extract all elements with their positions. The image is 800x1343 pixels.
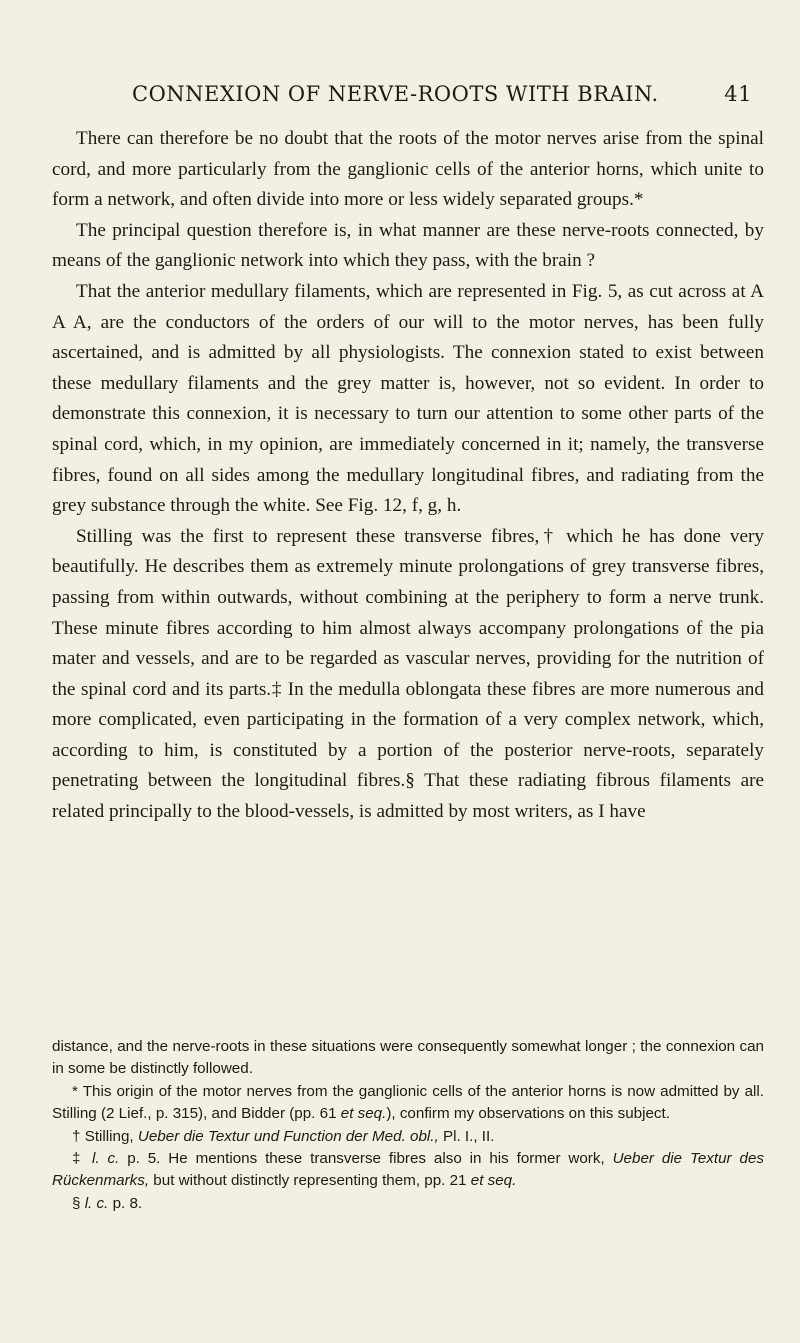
footnotes — [52, 1036, 764, 1215]
footnote-section-mark: § — [72, 1194, 81, 1212]
page-number: 41 — [724, 82, 752, 106]
footnote-ddagger-mark: ‡ — [72, 1150, 85, 1168]
footnote-ddagger-text: p. 5. He mentions these transverse fibres also in his former work, — [127, 1150, 605, 1168]
paragraph-motor-nerves-origin: There can therefore be no doubt that the roots of the motor nerves arise from the spinal cord, and more particularly from the ganglionic cells of the anterior horns, which unite to form a network, and often divide into more or less widely separated groups.* — [52, 128, 764, 211]
footnote-ddagger-etseq: et seq. — [470, 1172, 517, 1190]
footnote-section — [52, 1193, 764, 1215]
paragraph-medullary-filaments: That the anterior medullary filaments, which are represented in Fig. 5, as cut across at A A A, are the conductors of the orders of our will to the motor nerves, has been fully ascertained, and is admitted by all physiologists. The connexion stated to exist between these medullary filaments and the grey matter is, however, not so evident. In order to demonstrate this connexion, it is necessary to turn our attention to some other parts of the spinal cord, which, in my opinion, are immediately concerned in it; namely, the transverse fibres, found on all sides among the medullary longitudinal fibres, and radiating from the grey substance through the white. See Fig. 12, f, g, h. — [52, 280, 764, 517]
footnote-dagger-rest: Pl. I., II. — [442, 1127, 495, 1145]
footnote-star-italic: et seq. — [340, 1105, 387, 1123]
running-title: CONNEXION OF NERVE-ROOTS WITH BRAIN. — [132, 82, 659, 106]
footnote-star-text: This origin of the motor nerves from the ganglionic cells of the anterior horns is now admitted by all. Stilling (2 Lief., p. 315), and Bidder (pp. 61 — [52, 1082, 764, 1123]
footnote-ddagger-lc: l. c. — [92, 1150, 120, 1168]
footnote-ddagger-title: Ueber die Textur des Rückenmarks, — [52, 1150, 764, 1190]
footnote-dagger-author: Stilling, — [84, 1127, 134, 1145]
paragraph-stilling-transverse-fibres: Stilling was the first to represent these transverse fibres,† which he has done very beautifully. He describes them as extremely minute prolongations of grey transverse fibres, passing from within outwards, without combining at the periphery to form a nerve trunk. These minute fibres according to him almost always accompany prolongations of the pia mater and vessels, and are to be regarded as vascular nerves, providing for the nutrition of the spinal cord and its parts.‡ In the medulla oblongata these fibres are more numerous and more complicated, even participating in the formation of a very complex network, which, according to him, is constituted by a portion of the posterior nerve-roots, separately penetrating between the longitudinal fibres.§ That these radiating fibrous filaments are related principally to the blood-vessels, is admitted by most writers, as I have — [52, 525, 764, 823]
footnote-star — [52, 1081, 764, 1126]
footnote-continuation: distance, and the nerve-roots in these situations were consequently somewhat longer ; the connexion can in some be distinctly followed. — [52, 1038, 764, 1078]
footnote-section-lc: l. c. — [84, 1194, 109, 1212]
footnote-ddagger — [52, 1148, 764, 1193]
footnote-ddagger-text2: but without distinctly representing them, pp. 21 — [153, 1172, 467, 1190]
body-text — [52, 124, 764, 828]
footnote-star-mark: * — [72, 1082, 78, 1100]
footnote-section-text: p. 8. — [112, 1194, 143, 1212]
footnote-star-text-after: ), confirm my observations on this subject. — [386, 1105, 670, 1123]
footnote-dagger-title: Ueber die Textur und Function der Med. obl., — [137, 1127, 439, 1145]
footnote-dagger-mark: † — [72, 1127, 81, 1145]
paragraph-principal-question: The principal question therefore is, in what manner are these nerve-roots connected, by means of the ganglionic network into which they pass, with the brain ? — [52, 219, 764, 272]
footnote-dagger — [52, 1126, 764, 1148]
